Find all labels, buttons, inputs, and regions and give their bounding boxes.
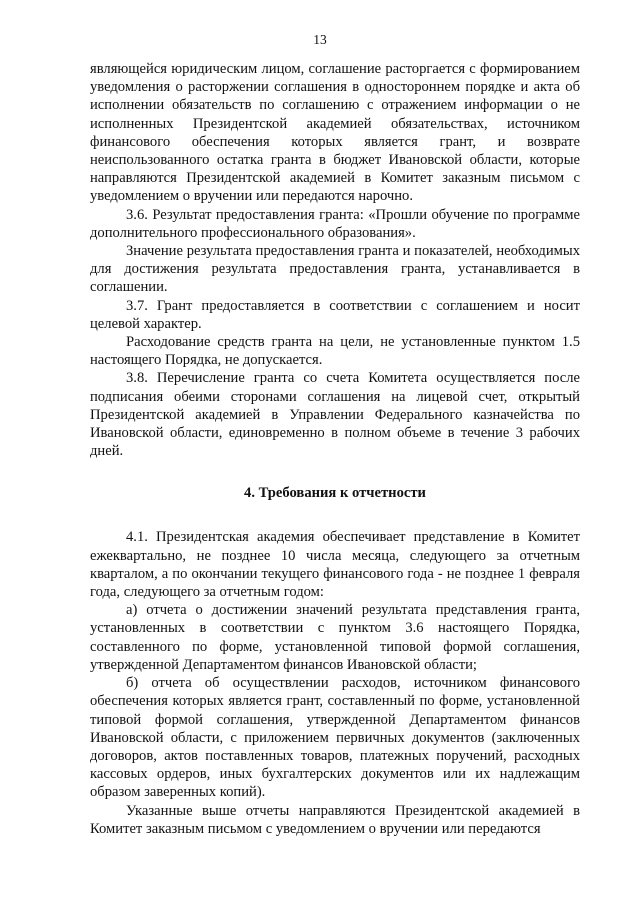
paragraph-spending-restriction: Расходование средств гранта на цели, не установленные пунктом 1.5 настоящего Порядка, не допускается. bbox=[90, 334, 580, 369]
paragraph-3-7: 3.7. Грант предоставляется в соответствии с соглашением и носит целевой характер. bbox=[90, 297, 580, 332]
paragraph-3-6: 3.6. Результат предоставления гранта: «Прошли обучение по программе дополнительного профессионального образования». bbox=[90, 206, 580, 241]
paragraph-item-b: б) отчета об осуществлении расходов, источником финансового обеспечения которых является грант, составленный по форме, установленной типовой формой соглашения, утвержденной Департаментом финансов Ивановской области, с приложением первичных документов (заключенных договоров, актов поставленных товаров, платежных поручений, расходных кассовых ордеров, иных бухгалтерских документов или их надлежащим образом заверенных копий). bbox=[90, 675, 580, 801]
paragraph-result-value: Значение результата предоставления гранта и показателей, необходимых для достижения результата предоставления гранта, устанавливается в соглашении. bbox=[90, 243, 580, 296]
paragraph-3-8: 3.8. Перечисление гранта со счета Комитета осуществляется после подписания обеими сторонами соглашения на лицевой счет, открытый Президентской академией в Управлении Федерального казначейства по Ивановской области, единовременно в полном объеме в течение 3 рабочих дней. bbox=[90, 370, 580, 460]
page-number: 13 bbox=[313, 32, 327, 47]
paragraph-item-a: а) отчета о достижении значений результата представления гранта, установленных в соответствии с пунктом 3.6 настоящего Порядка, составленного по форме, установленной типовой формой соглашения, утвержденной Департаментом финансов Ивановской области; bbox=[90, 602, 580, 673]
section-heading: 4. Требования к отчетности bbox=[244, 485, 426, 502]
document-body bbox=[90, 60, 580, 838]
paragraph-continuation: являющейся юридическим лицом, соглашение расторгается с формированием уведомления о расторжении соглашения в одностороннем порядке и акта об исполнении обязательств по соглашению с отражением информации о не исполненных Президентской академией обязательствах, источником финансового обеспечения которых является грант, и возврате неиспользованного остатка гранта в бюджет Ивановской области, которые направляются Президентской академией в Комитет заказным письмом с уведомлением о вручении или передаются нарочно. bbox=[90, 61, 580, 205]
paragraph-reports-sending: Указанные выше отчеты направляются Президентской академией в Комитет заказным письмом с уведомлением о вручении или передаются bbox=[90, 802, 580, 837]
paragraph-4-1: 4.1. Президентская академия обеспечивает представление в Комитет ежеквартально, не позднее 10 числа месяца, следующего за отчетным кварталом, а по окончании текущего финансового года - не позднее 1 февраля года, следующего за отчетным годом: bbox=[90, 529, 580, 601]
